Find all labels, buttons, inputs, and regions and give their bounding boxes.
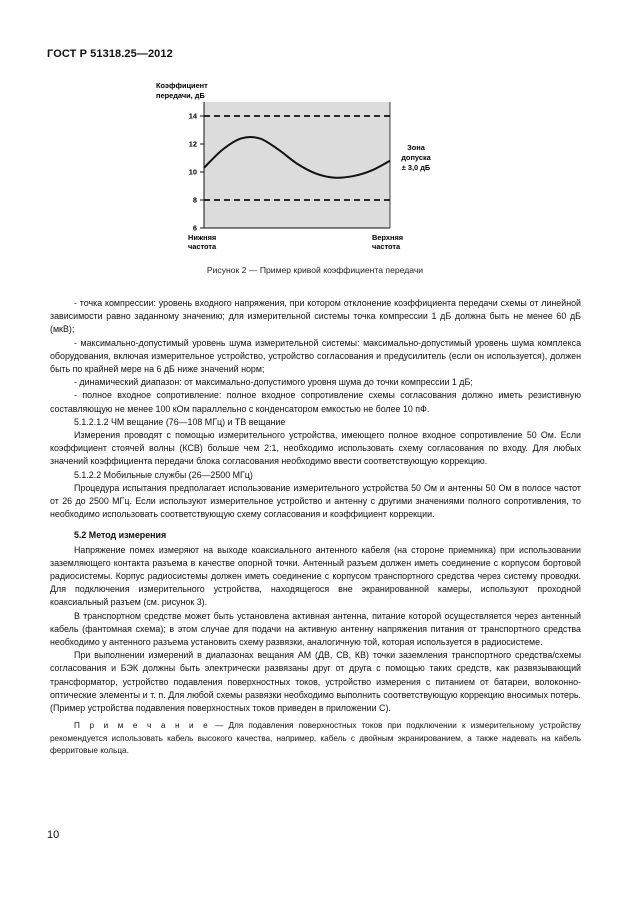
figure-caption: Рисунок 2 — Пример кривой коэффициента передачи — [206, 265, 424, 275]
zone-label-line1: Зона — [407, 143, 425, 152]
note-label: П р и м е ч а н и е — [74, 721, 210, 731]
y-axis-label-line2: передачи, дБ — [156, 91, 205, 100]
paragraph: В транспортном средстве может быть установлена активная антенна, питание которой осуществляется через антенный кабель (фантомная схема); в этом случае для подачи на активную антенну напряжения питания от транспортного средства необходимо у антенного разъема установить схему развязки, аналогичную той, которая используется в радиосистеме. — [50, 610, 581, 648]
body-text — [50, 297, 581, 758]
zone-label-line3: ± 3,0 дБ — [401, 163, 431, 172]
y-tick-label: 12 — [188, 139, 197, 149]
note-text: — Для подавления поверхностных токов при подключении к измерительному устройству рекомендуется использовать кабель высокого качества, например, кабель с двойным экранированием, а также надевать на кабель ферритовые кольца. — [50, 721, 581, 756]
paragraph: Напряжение помех измеряют на выходе коаксиального антенного кабеля (на стороне приемника) при использовании заземляющего контакта разъема в качестве опорной точки. Антенный разъем должен иметь соединение с корпусом бортовой радиосистемы. Корпус радиосистемы должен иметь соединение с корпусом транспортного средства через систему проводки. Для подключения измерительного устройства, находящегося вне экранированной камеры, используют проходной коаксиальный разъем (см. рисунок 3). — [50, 544, 581, 608]
y-tick-label: 6 — [192, 223, 197, 233]
y-tick-label: 10 — [188, 167, 197, 177]
paragraph: - динамический диапазон: от максимально-допустимого уровня шума до точки компрессии 1 дБ; — [74, 377, 473, 388]
x-label-right-line1: Верхняя — [372, 233, 404, 242]
x-label-left-line1: Нижняя — [188, 233, 217, 242]
subsection-heading: 5.1.2.2 Мобильные службы (26—2500 МГц) — [74, 469, 253, 480]
paragraph: - точка компрессии: уровень входного напряжения, при котором отклонение коэффициента передачи схемы от линейной зависимости равно заданному значению; для измерительной системы точка компрессии 1 дБ должна быть не менее 60 дБ (мкВ); — [50, 298, 581, 335]
page-number: 10 — [47, 829, 60, 841]
y-tick-label: 14 — [188, 111, 197, 121]
y-tick-label: 8 — [192, 195, 197, 205]
y-axis-label-line1: Коэффициент — [156, 81, 208, 90]
plot-area — [204, 102, 390, 228]
note — [50, 720, 581, 758]
paragraph: - максимально-допустимый уровень шума измерительной системы: максимально-допустимый уровень шума комплекса оборудования, включая измерительное устройство, устройство согласования и предусилитель (если он используется), должен быть по крайней мере на 6 дБ ниже значений норм; — [50, 337, 581, 375]
paragraph: Измерения проводят с помощью измерительного устройства, имеющего полное входное сопротивление 50 Ом. Если коэффициент стоячей волны (КСВ) больше чем 2:1, необходимо использовать схему согласования по входу. Для любых значений коэффициента передачи блока согласования необходимо ввести соответствующую коррекцию. — [50, 430, 581, 467]
transfer-coefficient-chart — [150, 72, 450, 262]
paragraph: При выполнении измерений в диапазонах вещания АМ (ДВ, СВ, КВ) точки заземления транспортного средства/схемы согласования и БЭК должны быть электрически развязаны друг от друга с помощью таких средств, как развязывающий трансформатор, устройство подавления поверхностных токов, устройство измерения с питанием от батареи, волоконно-оптические элементы и т. п. Для любой схемы развязки необходимо выполнить соответствующую коррекцию вносимых потерь. (Пример устройства подавления поверхностных токов приведен в приложении С). — [50, 650, 581, 714]
zone-label-line2: допуска — [401, 153, 431, 162]
x-label-right-line2: частота — [372, 242, 401, 251]
section-heading: 5.2 Метод измерения — [74, 530, 167, 541]
paragraph: Процедура испытания предполагает использование измерительного устройства 50 Ом и антенны 50 Ом в полосе частот от 26 до 2500 МГц. Если используют измерительное устройство и антенну с другими значениями полного сопротивления, то необходимо использовать соответствующую схему согласования и коэффициент коррекции. — [50, 482, 581, 520]
subsection-heading: 5.1.2.1.2 ЧМ вещание (76—108 МГц) и ТВ вещание — [74, 416, 286, 427]
document-header: ГОСТ Р 51318.25—2012 — [47, 48, 173, 60]
paragraph: - полное входное сопротивление: полное входное сопротивление схемы согласования должно иметь резистивную составляющую не менее 100 кОм параллельно с конденсатором емкостью не более 10 пФ. — [50, 390, 581, 414]
x-label-left-line2: частота — [188, 242, 217, 251]
